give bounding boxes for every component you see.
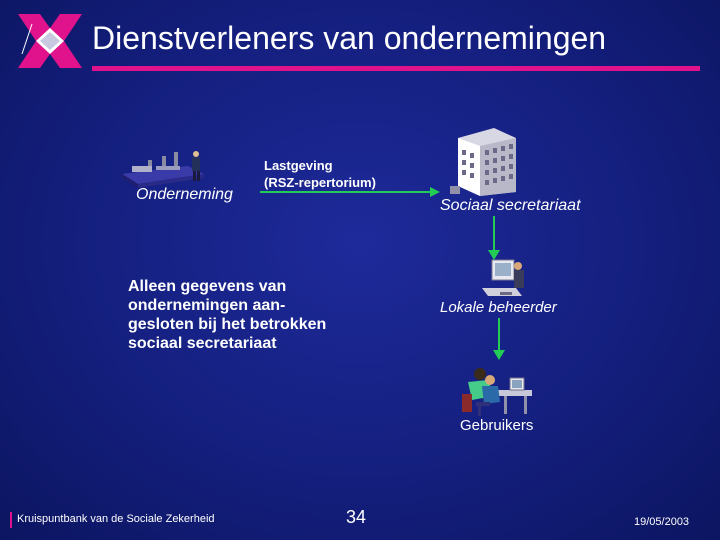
scope-note: [128, 277, 388, 353]
factory-icon: [118, 140, 210, 190]
footer-date: 19/05/2003: [634, 516, 690, 528]
footer-accent-bar: [10, 512, 12, 528]
office-building-icon: [448, 124, 524, 198]
lokale-beheerder-label: Lokale beheerder: [440, 299, 557, 316]
scope-note-line: ondernemingen aan-: [128, 297, 286, 314]
footer-organization: Kruispuntbank van de Sociale Zekerheid: [17, 513, 215, 525]
gebruikers-label: Gebruikers: [460, 417, 534, 434]
title-underline: [92, 66, 700, 71]
page-title: Dienstverleners van ondernemingen: [92, 20, 607, 56]
down-arrow-to-gebruikers: [492, 318, 506, 360]
mandate-label-line1: Lastgeving: [264, 158, 333, 173]
scope-note-line: gesloten bij het betrokken: [128, 316, 327, 333]
logo-icon: [14, 10, 86, 72]
users-at-computer-icon: [458, 362, 536, 418]
sociaal-secretariaat-label: Sociaal secretariaat: [440, 197, 581, 214]
mandate-label-line2: (RSZ-repertorium): [264, 175, 376, 190]
helpdesk-operator-icon: [478, 256, 528, 300]
mandate-arrow: [260, 186, 440, 198]
onderneming-label: Onderneming: [136, 186, 233, 203]
scope-note-line: Alleen gegevens van: [128, 278, 287, 295]
page-number: 34: [346, 507, 367, 527]
down-arrow-to-beheerder: [487, 216, 501, 260]
scope-note-line: sociaal secretariaat: [128, 335, 277, 352]
